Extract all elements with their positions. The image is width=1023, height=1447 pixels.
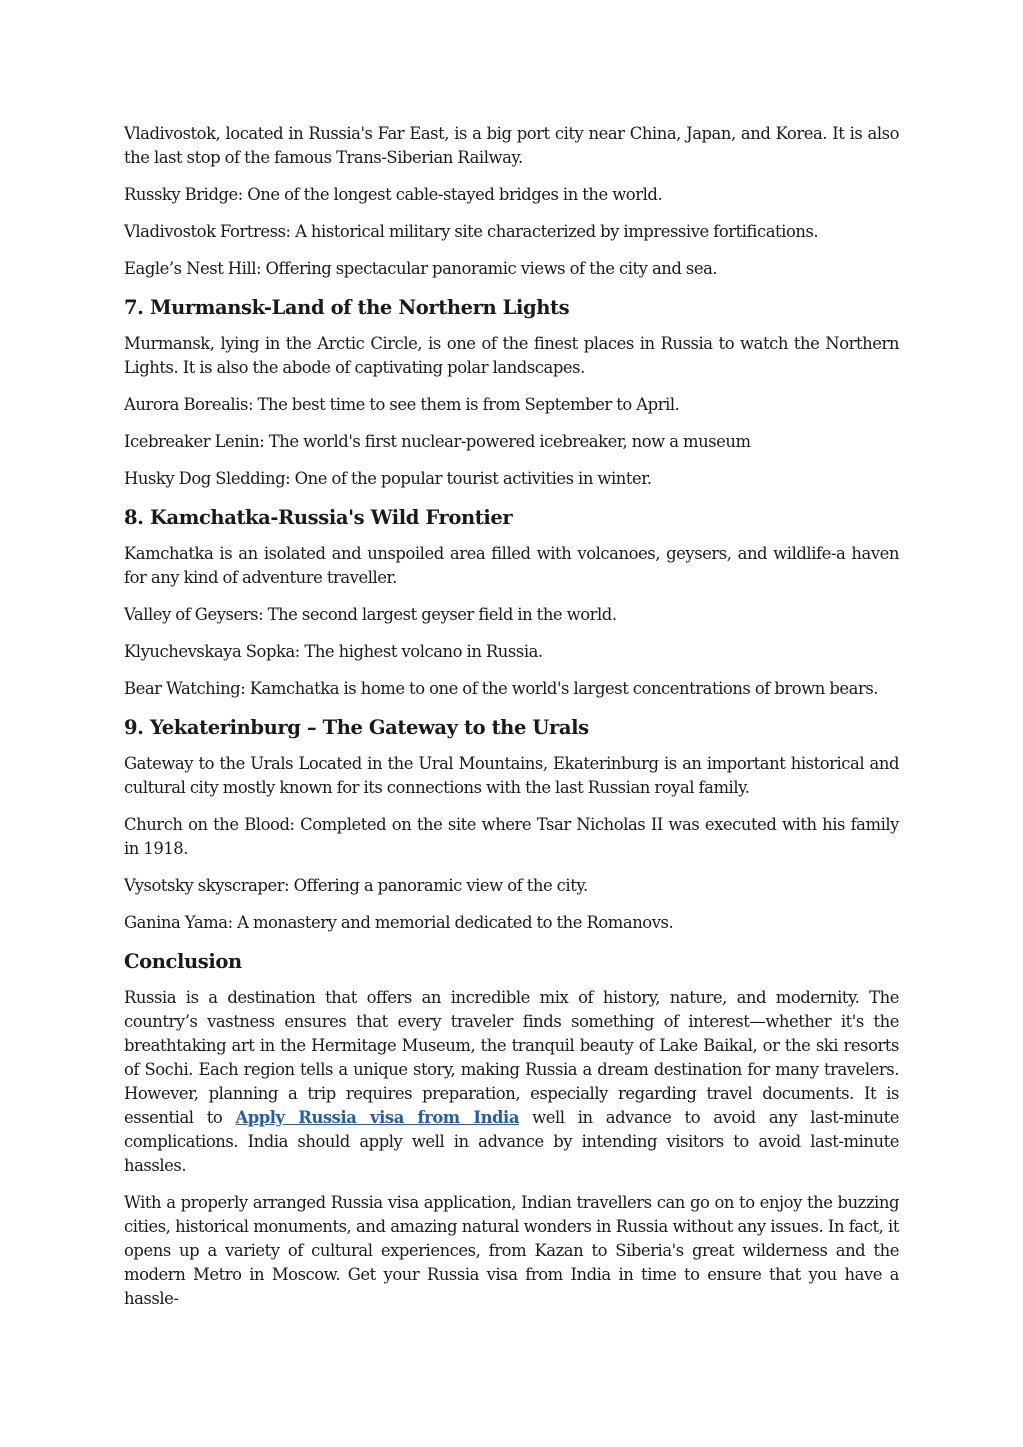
conclusion-text-after-link: well in advance to avoid any last-minute complications. India should apply well in advance by intending visitors to avoid last-minute hassles. bbox=[124, 1108, 900, 1175]
murmansk-heading: 7. Murmansk-Land of the Northern Lights bbox=[124, 296, 570, 319]
kamchatka-intro-paragraph: Kamchatka is an isolated and unspoiled area filled with volcanoes, geysers, and wildlife-a haven for any kind of adventure traveller. bbox=[124, 544, 899, 587]
kamchatka-heading: 8. Kamchatka-Russia's Wild Frontier bbox=[124, 506, 513, 529]
yekaterinburg-heading: 9. Yekaterinburg – The Gateway to the Urals bbox=[124, 716, 589, 739]
conclusion-text-before-link: Russia is a destination that offers an incredible mix of history, nature, and modernity. The country’s vastness ensures that every traveler finds something of interest—whether it's the breathtaking art in the Hermitage Museum, the tranquil beauty of Lake Baikal, or the ski resorts of Sochi. Each region tells a unique story, making Russia a dream destination for many travelers. However, planning a trip requires preparation, especially regarding travel documents. It is essential to bbox=[124, 988, 899, 1127]
document-page bbox=[124, 122, 899, 1324]
yekaterinburg-intro-paragraph: Gateway to the Urals Located in the Ural Mountains, Ekaterinburg is an important historical and cultural city mostly known for its connections with the last Russian royal family. bbox=[124, 754, 899, 797]
vladivostok-fortress-item: Vladivostok Fortress: A historical military site characterized by impressive fortifications. bbox=[124, 222, 819, 241]
klyuchevskaya-sopka-item: Klyuchevskaya Sopka: The highest volcano in Russia. bbox=[124, 642, 543, 661]
eagles-nest-hill-item: Eagle’s Nest Hill: Offering spectacular panoramic views of the city and sea. bbox=[124, 259, 718, 278]
apply-russia-visa-link[interactable]: Apply Russia visa from India bbox=[235, 1108, 519, 1127]
icebreaker-lenin-item: Icebreaker Lenin: The world's first nuclear-powered icebreaker, now a museum bbox=[124, 432, 751, 451]
church-on-the-blood-item: Church on the Blood: Completed on the site where Tsar Nicholas II was executed with his family in 1918. bbox=[124, 815, 899, 858]
conclusion-paragraph-2: With a properly arranged Russia visa application, Indian travellers can go on to enjoy the buzzing cities, historical monuments, and amazing natural wonders in Russia without any issues. In fact, it opens up a variety of cultural experiences, from Kazan to Siberia's great wilderness and the modern Metro in Moscow. Get your Russia visa from India in time to ensure that you have a hassle- bbox=[124, 1193, 899, 1308]
murmansk-intro-paragraph: Murmansk, lying in the Arctic Circle, is one of the finest places in Russia to watch the Northern Lights. It is also the abode of captivating polar landscapes. bbox=[124, 334, 899, 377]
vysotsky-skyscraper-item: Vysotsky skyscraper: Offering a panoramic view of the city. bbox=[124, 876, 588, 895]
conclusion-heading: Conclusion bbox=[124, 950, 242, 973]
valley-of-geysers-item: Valley of Geysers: The second largest geyser field in the world. bbox=[124, 605, 617, 624]
conclusion-paragraph-1 bbox=[124, 986, 899, 1178]
aurora-borealis-item: Aurora Borealis: The best time to see them is from September to April. bbox=[124, 395, 680, 414]
vladivostok-intro-paragraph: Vladivostok, located in Russia's Far East, is a big port city near China, Japan, and Korea. It is also the last stop of the famous Trans-Siberian Railway. bbox=[124, 124, 899, 167]
husky-sledding-item: Husky Dog Sledding: One of the popular tourist activities in winter. bbox=[124, 469, 652, 488]
bear-watching-item: Bear Watching: Kamchatka is home to one of the world's largest concentrations of brown bears. bbox=[124, 679, 879, 698]
russky-bridge-item: Russky Bridge: One of the longest cable-stayed bridges in the world. bbox=[124, 185, 663, 204]
ganina-yama-item: Ganina Yama: A monastery and memorial dedicated to the Romanovs. bbox=[124, 913, 674, 932]
